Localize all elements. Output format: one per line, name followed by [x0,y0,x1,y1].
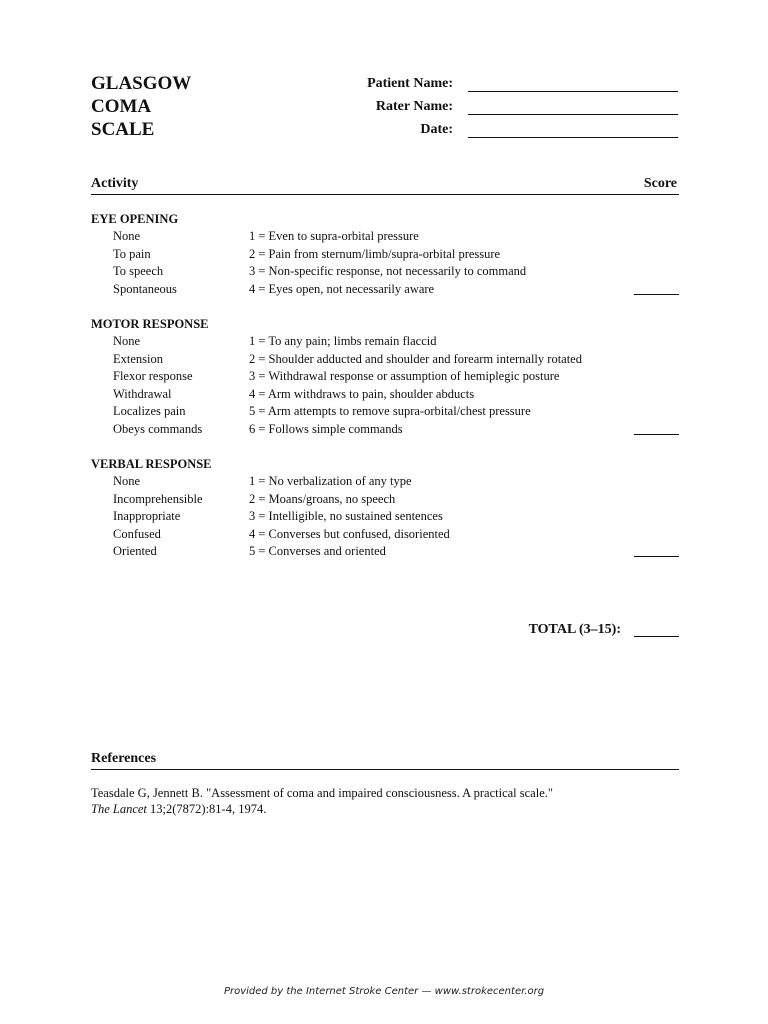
list-item [91,543,679,561]
activity-column-heading: Activity [91,176,139,191]
response-name: Flexor response [113,369,193,383]
rater-name-field[interactable] [468,114,678,115]
patient-info-fields [300,74,678,143]
citation-volume: 13;2(7872):81-4, 1974. [146,802,267,816]
list-item [91,386,679,404]
list-item [91,246,679,264]
response-name: Obeys commands [113,421,203,436]
response-description: 3 = Non-specific response, not necessarily to command [249,264,527,278]
verbal-response-score-field[interactable] [634,556,679,557]
reference-citation [91,785,679,817]
response-description: 5 = Converses and oriented [249,544,386,558]
list-item [91,421,679,439]
list-item [91,351,679,369]
references-divider [91,769,679,770]
references-heading: References [91,751,157,766]
column-header [91,175,679,195]
total-score-field[interactable] [634,636,679,637]
list-item [91,333,679,351]
response-description: 4 = Arm withdraws to pain, shoulder abducts [249,386,475,401]
rater-name-label: Rater Name: [375,99,453,114]
response-description: 2 = Moans/groans, no speech [249,491,396,506]
motor-response-section [91,316,679,438]
citation-source [91,801,679,817]
response-description: 4 = Eyes open, not necessarily aware [249,281,435,296]
response-description: 3 = Intelligible, no sustained sentences [249,509,443,523]
score-column-heading: Score [643,176,677,191]
list-item [91,403,679,421]
header-divider [91,194,679,195]
response-description: 1 = Even to supra-orbital pressure [249,229,419,243]
patient-name-field[interactable] [468,91,678,92]
patient-name-row [300,74,678,97]
response-name: Withdrawal [113,386,172,401]
response-description: 5 = Arm attempts to remove supra-orbital/chest pressure [249,404,531,418]
title-line: SCALE [91,119,155,140]
citation-journal: The Lancet [91,802,147,816]
list-item [91,473,679,491]
response-name: Spontaneous [113,281,177,296]
response-name: None [113,334,141,348]
motor-response-score-field[interactable] [634,434,679,435]
response-name: Localizes pain [113,404,186,418]
response-description: 1 = No verbalization of any type [249,474,412,488]
response-description: 4 = Converses but confused, disoriented [249,526,450,541]
response-name: Oriented [113,544,157,558]
rater-name-row [300,97,678,120]
eye-opening-section [91,211,679,298]
form-title [91,72,191,141]
response-description: 1 = To any pain; limbs remain flaccid [249,334,437,348]
response-name: Confused [113,526,161,541]
response-description: 3 = Withdrawal response or assumption of hemiplegic posture [249,369,560,383]
page-footer: Provided by the Internet Stroke Center — www.strokecenter.org [223,986,545,997]
section-title: MOTOR RESPONSE [91,317,209,331]
response-description: 2 = Shoulder adducted and shoulder and forearm internally rotated [249,351,582,366]
list-item [91,526,679,544]
patient-name-label: Patient Name: [367,76,453,91]
list-item [91,228,679,246]
list-item [91,281,679,299]
response-description: 6 = Follows simple commands [249,421,403,436]
response-name: None [113,229,141,243]
response-name: To pain [113,246,151,261]
date-field[interactable] [468,137,678,138]
date-row [300,120,678,143]
citation-authors-title: Teasdale G, Jennett B. "Assessment of coma and impaired consciousness. A practical scale." [91,786,553,800]
response-name: Incomprehensible [113,491,203,506]
section-title: EYE OPENING [91,212,179,226]
title-line: GLASGOW [91,73,192,94]
response-description: 2 = Pain from sternum/limb/supra-orbital pressure [249,246,501,261]
list-item [91,491,679,509]
total-score [480,621,679,641]
list-item [91,508,679,526]
title-line: COMA [91,96,152,117]
date-label: Date: [420,122,453,137]
section-title: VERBAL RESPONSE [91,457,212,471]
verbal-response-section [91,456,679,561]
response-name: Inappropriate [113,509,181,523]
response-name: None [113,474,141,488]
list-item [91,368,679,386]
total-label: TOTAL (3–15): [528,622,621,637]
list-item [91,263,679,281]
eye-opening-score-field[interactable] [634,294,679,295]
response-name: Extension [113,351,163,366]
response-name: To speech [113,264,164,278]
